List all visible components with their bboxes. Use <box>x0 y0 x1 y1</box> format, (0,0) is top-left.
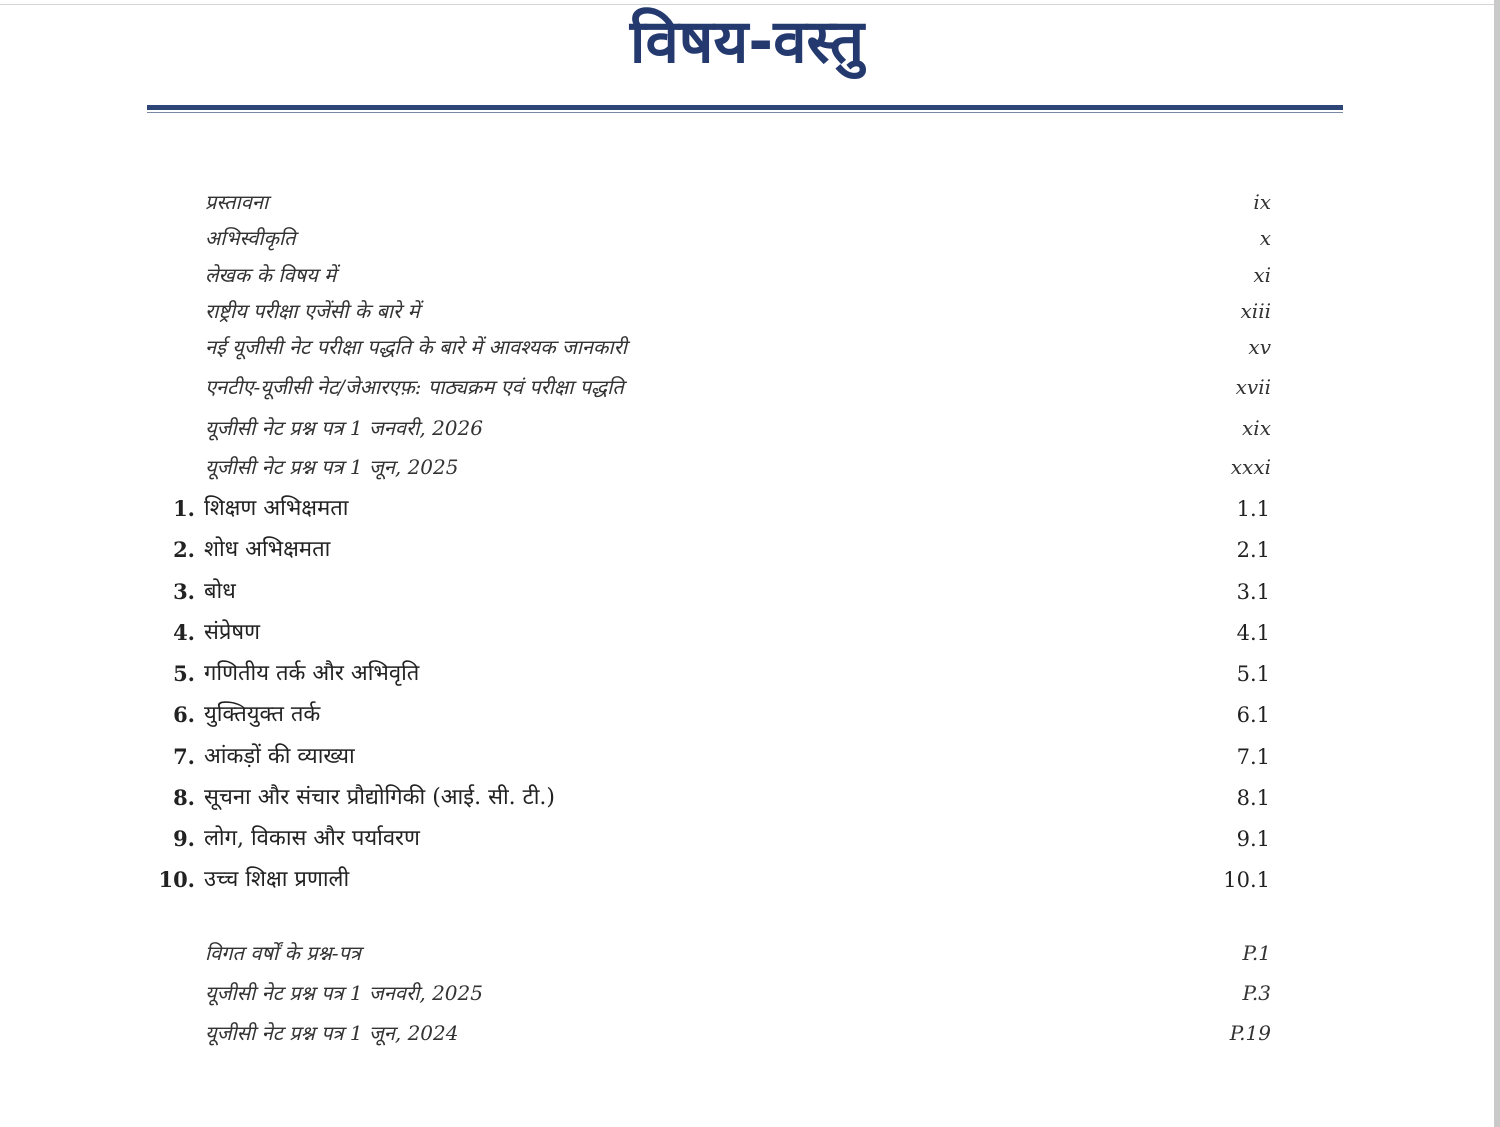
toc-entry-paper-jun-2024[interactable] <box>0 1016 1494 1050</box>
toc-chapter-number: 10. <box>158 867 195 892</box>
toc-entry-page: xi <box>1253 263 1271 287</box>
toc-chapter-page: 5.1 <box>1236 662 1270 686</box>
toc-entry-page: xv <box>1248 335 1271 359</box>
toc-entry-acknowledgement[interactable] <box>0 221 1494 255</box>
toc-chapter-3[interactable] <box>0 575 1494 609</box>
toc-chapter-label: शोध अभिक्षमता <box>204 537 331 562</box>
title-rule <box>147 105 1343 110</box>
toc-chapter-label: उच्च शिक्षा प्रणाली <box>204 867 350 892</box>
toc-chapter-number: 8. <box>173 785 195 810</box>
toc-entry-label: यूजीसी नेट प्रश्न पत्र 1 जनवरी, 2026 <box>205 416 483 440</box>
toc-entry-page: xxxi <box>1230 455 1271 479</box>
toc-entry-label: लेखक के विषय में <box>205 263 337 287</box>
toc-entry-page: P.3 <box>1242 981 1271 1005</box>
toc-chapter-2[interactable] <box>0 533 1494 567</box>
toc-entry-paper-jan-2025[interactable] <box>0 976 1494 1010</box>
toc-chapter-number: 6. <box>173 702 195 727</box>
toc-entry-about-author[interactable] <box>0 258 1494 292</box>
toc-entry-exam-pattern-info[interactable] <box>0 330 1494 364</box>
toc-chapter-page: 7.1 <box>1236 745 1270 769</box>
toc-entry-page: x <box>1259 226 1271 250</box>
toc-entry-label: राष्ट्रीय परीक्षा एजेंसी के बारे में <box>205 299 420 323</box>
toc-chapter-label: शिक्षण अभिक्षमता <box>204 496 349 521</box>
viewer-scrollbar-edge <box>1494 0 1500 1127</box>
toc-chapter-10[interactable] <box>0 863 1494 897</box>
toc-entry-page: xvii <box>1235 375 1271 399</box>
toc-entry-label: विगत वर्षों के प्रश्न-पत्र <box>205 941 361 965</box>
toc-entry-label: यूजीसी नेट प्रश्न पत्र 1 जनवरी, 2025 <box>205 981 483 1005</box>
toc-entry-page: P.1 <box>1242 941 1271 965</box>
toc-chapter-label: लोग, विकास और पर्यावरण <box>204 826 420 851</box>
toc-chapter-page: 1.1 <box>1236 497 1270 521</box>
toc-entry-label: एनटीए-यूजीसी नेट/जेआरएफ़: पाठ्यक्रम एवं परीक्षा पद्धति <box>205 375 624 399</box>
toc-chapter-page: 10.1 <box>1223 868 1270 892</box>
toc-chapter-page: 4.1 <box>1236 621 1270 645</box>
toc-chapter-number: 2. <box>173 537 195 562</box>
toc-entry-paper-jan-2026[interactable] <box>0 411 1494 445</box>
toc-entry-previous-papers[interactable] <box>0 936 1494 970</box>
toc-chapter-9[interactable] <box>0 822 1494 856</box>
toc-chapter-page: 2.1 <box>1236 538 1270 562</box>
toc-entry-page: ix <box>1253 190 1271 214</box>
toc-chapter-label: आंकड़ों की व्याख्या <box>204 744 355 769</box>
toc-chapter-label: बोध <box>204 579 236 604</box>
toc-chapter-4[interactable] <box>0 616 1494 650</box>
toc-chapter-page: 8.1 <box>1236 786 1270 810</box>
toc-chapter-number: 5. <box>173 661 195 686</box>
toc-entry-label: नई यूजीसी नेट परीक्षा पद्धति के बारे में आवश्यक जानकारी <box>205 335 627 359</box>
toc-entry-syllabus[interactable] <box>0 370 1494 404</box>
toc-chapter-label: गणितीय तर्क और अभिवृति <box>204 661 420 686</box>
toc-chapter-number: 3. <box>173 579 195 604</box>
toc-entry-page: xiii <box>1240 299 1271 323</box>
toc-entry-label: यूजीसी नेट प्रश्न पत्र 1 जून, 2025 <box>205 455 459 479</box>
toc-chapter-page: 9.1 <box>1236 827 1270 851</box>
toc-chapter-6[interactable] <box>0 698 1494 732</box>
toc-chapter-7[interactable] <box>0 740 1494 774</box>
toc-chapter-8[interactable] <box>0 781 1494 815</box>
toc-entry-label: अभिस्वीकृति <box>205 226 296 250</box>
toc-chapter-label: युक्तियुक्त तर्क <box>204 702 321 727</box>
toc-chapter-5[interactable] <box>0 657 1494 691</box>
toc-chapter-number: 9. <box>173 826 195 851</box>
toc-chapter-label: संप्रेषण <box>204 620 261 645</box>
toc-entry-label: प्रस्तावना <box>205 190 269 214</box>
toc-entry-label: यूजीसी नेट प्रश्न पत्र 1 जून, 2024 <box>205 1021 459 1045</box>
title-rule-thin <box>147 112 1343 113</box>
toc-chapter-label: सूचना और संचार प्रौद्योगिकी (आई. सी. टी.) <box>204 785 555 810</box>
toc-chapter-number: 7. <box>173 744 195 769</box>
toc-chapter-1[interactable] <box>0 492 1494 526</box>
toc-chapter-number: 1. <box>173 496 195 521</box>
toc-entry-paper-jun-2025[interactable] <box>0 450 1494 484</box>
toc-chapter-number: 4. <box>173 620 195 645</box>
toc-chapter-page: 3.1 <box>1236 580 1270 604</box>
toc-entry-page: P.19 <box>1229 1021 1271 1045</box>
toc-entry-page: xix <box>1242 416 1271 440</box>
toc-entry-preface[interactable] <box>0 185 1494 219</box>
toc-chapter-page: 6.1 <box>1236 703 1270 727</box>
page-title: विषय-वस्तु <box>629 7 865 77</box>
toc-entry-about-nta[interactable] <box>0 294 1494 328</box>
